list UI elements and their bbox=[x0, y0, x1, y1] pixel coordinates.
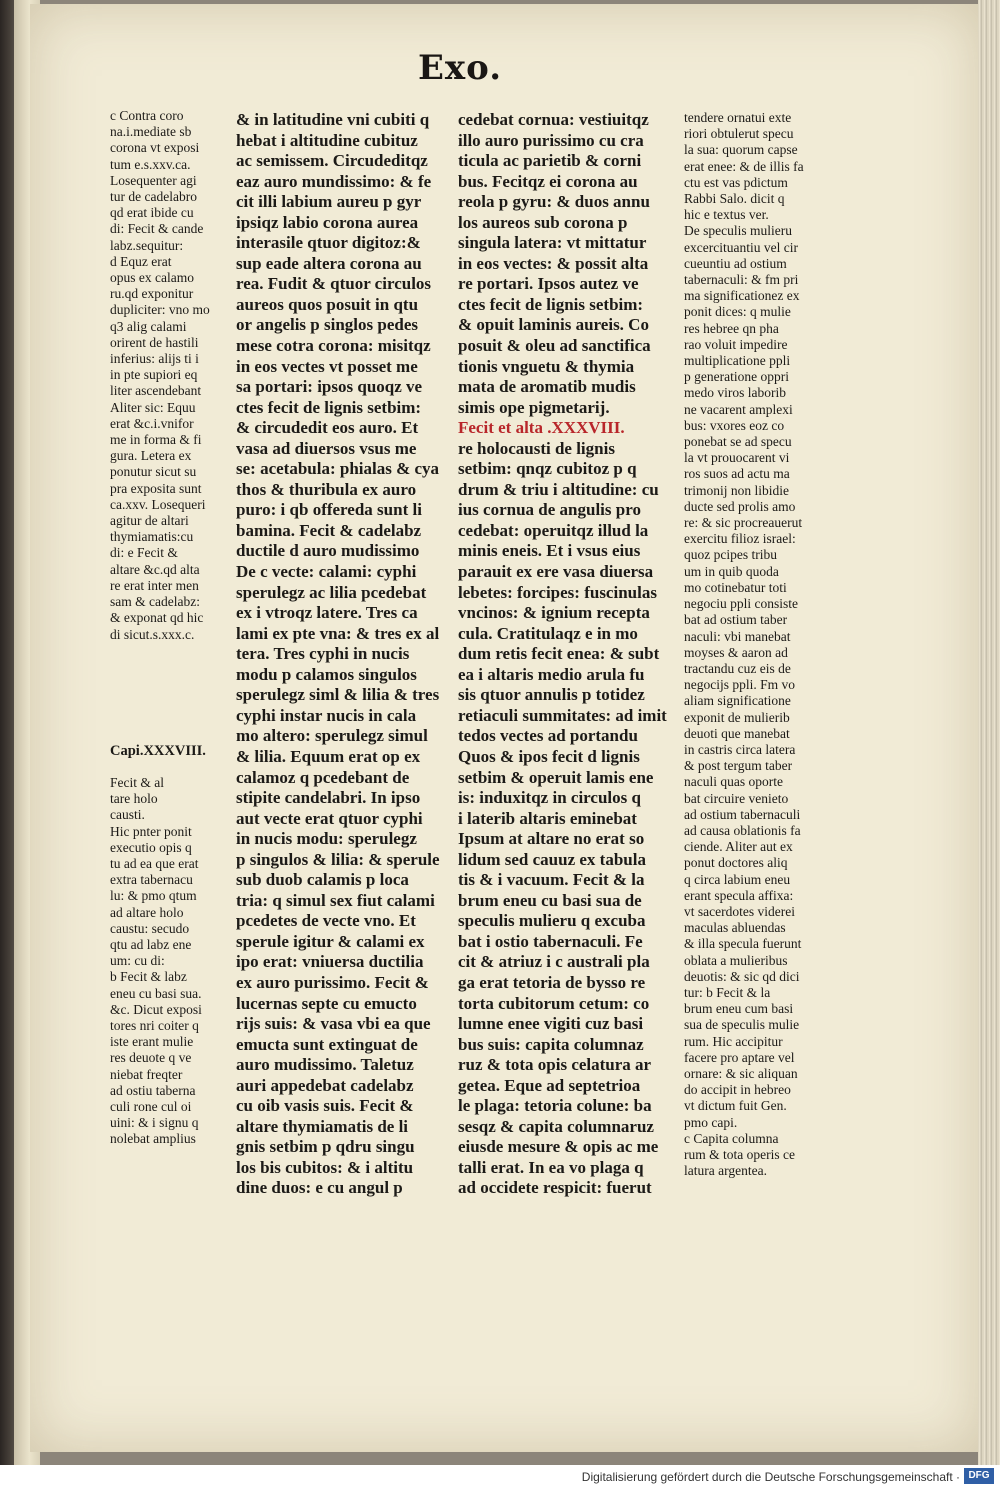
gloss-line: tores nri coiter q bbox=[110, 1017, 199, 1033]
gloss-line: inferius: alijs ti i bbox=[110, 351, 199, 367]
text-line: modu p calamos singulos bbox=[236, 664, 417, 684]
text-line: se: acetabula: phialas & cya bbox=[236, 459, 440, 479]
text-line: auro mudissimo. Taletuz bbox=[236, 1055, 414, 1075]
gloss-line: pmo capi. bbox=[684, 1114, 738, 1130]
text-line: tis & i vacuum. Fecit & la bbox=[458, 870, 645, 890]
gloss-line: in pte supiori eq bbox=[110, 367, 198, 383]
gloss-line: latura argentea. bbox=[684, 1163, 767, 1179]
gloss-line: in castris circa latera bbox=[684, 741, 796, 757]
text-line: hebat i altitudine cubituz bbox=[236, 130, 418, 150]
text-line: los aureos sub corona p bbox=[458, 212, 628, 232]
text-line: getea. Eque ad septetrioa bbox=[458, 1075, 641, 1095]
text-line: De c vecte: calami: cyphi bbox=[236, 562, 417, 582]
text-line: in eos vectes: & possit alta bbox=[458, 253, 649, 273]
gloss-line: hic e textus ver. bbox=[684, 207, 769, 223]
gloss-line: bat ad ostium taber bbox=[684, 612, 788, 628]
gloss-line: p generatione oppri bbox=[684, 369, 789, 385]
gloss-line: ne vacarent amplexi bbox=[684, 401, 793, 417]
gloss-line: liter ascendebant bbox=[110, 383, 202, 399]
gloss-line: la vt prouocarent vi bbox=[684, 450, 790, 466]
text-line: ea i altaris medio arula fu bbox=[458, 664, 645, 684]
gloss-column-left bbox=[110, 108, 220, 1148]
gloss-line: tare holo bbox=[110, 791, 158, 807]
gloss-line: di sicut.s.xxx.c. bbox=[110, 626, 195, 642]
gloss-line: erant specula affixa: bbox=[684, 887, 794, 903]
gloss-line: labz.sequitur: bbox=[110, 237, 184, 253]
gloss-line: q circa labium eneu bbox=[684, 871, 791, 887]
gloss-line: brum eneu cum basi bbox=[684, 1001, 794, 1017]
text-line: pcedetes de vecte vno. Et bbox=[236, 911, 416, 931]
text-line: sis qtuor annulis p totidez bbox=[458, 685, 645, 705]
text-line: ga erat tetoria de bysso re bbox=[458, 972, 646, 992]
gloss-line: ad ostiu taberna bbox=[110, 1082, 196, 1098]
text-line: simis ope pigmetarij. bbox=[458, 397, 610, 417]
text-line: le plaga: tetoria colune: ba bbox=[458, 1096, 652, 1116]
text-line: dum retis fecit enea: & subt bbox=[458, 644, 660, 664]
text-line: i laterib altaris eminebat bbox=[458, 808, 637, 828]
gloss-line: extra tabernacu bbox=[110, 872, 193, 888]
text-line: re holocausti de lignis bbox=[458, 438, 615, 458]
gloss-line: na.i.mediate sb bbox=[110, 124, 192, 140]
gloss-line: negocijs ppli. Fm vo bbox=[684, 677, 795, 693]
gloss-line: qtu ad labz ene bbox=[110, 936, 192, 952]
text-line: calamoz q pcedebant de bbox=[236, 767, 410, 787]
gloss-line: nolebat amplius bbox=[110, 1131, 196, 1147]
text-line: illo auro purissimo cu cra bbox=[458, 130, 644, 150]
text-line: cedebat: operuitqz illud la bbox=[458, 520, 649, 540]
gloss-line: ducte sed prolis amo bbox=[684, 498, 796, 514]
gloss-line: Hic pnter ponit bbox=[110, 823, 192, 839]
gloss-line: ornare: & sic aliquan bbox=[684, 1065, 798, 1081]
gloss-line: ru.qd exponitur bbox=[110, 286, 194, 302]
text-line: ipsiqz labio corona aurea bbox=[236, 212, 419, 232]
gloss-line: maculas abluendas bbox=[684, 920, 786, 936]
gloss-line: iste erant mulie bbox=[110, 1034, 194, 1050]
gloss-line: Rabbi Salo. dicit q bbox=[684, 191, 785, 207]
text-line: cit & atriuz i c australi pla bbox=[458, 952, 650, 972]
gloss-line: c Contra coro bbox=[110, 108, 184, 123]
gloss-line: sam & cadelabz: bbox=[110, 594, 200, 610]
gloss-line: Fecit & al bbox=[110, 774, 164, 790]
gloss-line: riori obtulerut specu bbox=[684, 126, 794, 142]
gloss-line: cueuntiu ad ostium bbox=[684, 255, 787, 271]
text-line: re portari. Ipsos autez ve bbox=[458, 274, 639, 294]
text-line: is: induxitqz in circulos q bbox=[458, 788, 641, 808]
text-line: sup eade altera corona au bbox=[236, 253, 422, 273]
text-line: tionis vnguetu & thymia bbox=[458, 356, 635, 376]
text-line: lami ex pte vna: & tres ex al bbox=[236, 623, 440, 643]
gloss-line: erat &c.i.vnifor bbox=[110, 415, 194, 431]
gloss-line: eneu cu basi sua. bbox=[110, 985, 202, 1001]
gloss-line: causti. bbox=[110, 807, 145, 823]
gloss-line: niebat freqter bbox=[110, 1066, 183, 1082]
gloss-line: facere pro aptare vel bbox=[684, 1049, 795, 1065]
text-line: parauit ex ere vasa diuersa bbox=[458, 562, 654, 582]
gloss-line: deuoti que manebat bbox=[684, 725, 790, 741]
text-line: thos & thuribula ex auro bbox=[236, 479, 417, 499]
text-line: mo altero: sperulegz simul bbox=[236, 726, 428, 746]
text-line: talli erat. In ea vo plaga q bbox=[458, 1157, 644, 1177]
gloss-line: lu: & pmo qtum bbox=[110, 888, 197, 904]
text-line: singula latera: vt mittatur bbox=[458, 233, 647, 253]
text-line: bamina. Fecit & cadelabz bbox=[236, 520, 422, 540]
gloss-line: ciende. Aliter aut ex bbox=[684, 839, 793, 855]
text-line: ctes fecit de lignis setbim: bbox=[458, 294, 644, 314]
gloss-line: uini: & i signu q bbox=[110, 1115, 199, 1131]
text-line: auri appedebat cadelabz bbox=[236, 1075, 414, 1095]
text-line: tedos vectes ad portandu bbox=[458, 726, 638, 746]
text-line: cit illi labium aureu p gyr bbox=[236, 192, 422, 212]
text-line: ductile d auro mudissimo bbox=[236, 541, 420, 561]
gloss-line: um: cu di: bbox=[110, 953, 165, 969]
text-line: lumne enee vigiti cuz basi bbox=[458, 1014, 644, 1034]
digitization-credit: Digitalisierung gefördert durch die Deutsche Forschungsgemeinschaft · bbox=[581, 1470, 960, 1484]
gloss-line: caustu: secudo bbox=[110, 920, 190, 936]
gloss-line: ctu est vas pdictum bbox=[684, 174, 788, 190]
text-line: rea. Fudit & qtuor circulos bbox=[236, 274, 432, 294]
text-line: setbim: qnqz cubitoz p q bbox=[458, 459, 637, 479]
main-text-column-1 bbox=[236, 110, 441, 1199]
gloss-line: c Capita columna bbox=[684, 1130, 779, 1146]
gloss-line: tu ad ea que erat bbox=[110, 855, 199, 871]
text-line: rijs suis: & vasa vbi ea que bbox=[236, 1014, 431, 1034]
gloss-line: vt dictum fuit Gen. bbox=[684, 1098, 787, 1114]
gloss-line: De speculis mulieru bbox=[684, 223, 792, 239]
gloss-line: exponit de mulierib bbox=[684, 709, 790, 725]
text-line: minis eneis. Et i vsus eius bbox=[458, 541, 641, 561]
text-line: altare thymiamatis de li bbox=[236, 1116, 409, 1136]
gloss-line: dupliciter: vno mo bbox=[110, 302, 210, 318]
gloss-line: tendere ornatui exte bbox=[684, 110, 792, 125]
gloss-line: b Fecit & labz bbox=[110, 969, 187, 985]
gloss-line: multiplicatione ppli bbox=[684, 353, 791, 369]
gloss-line: ad causa oblationis fa bbox=[684, 822, 801, 838]
text-line: mese cotra corona: misitqz bbox=[236, 336, 431, 356]
gloss-line: Aliter sic: Equu bbox=[110, 399, 196, 415]
text-line: tera. Tres cyphi in nucis bbox=[236, 644, 410, 664]
text-line: Quos & ipos fecit d lignis bbox=[458, 746, 640, 766]
gloss-line: d Equz erat bbox=[110, 253, 172, 269]
page-fore-edges bbox=[978, 0, 1000, 1465]
gloss-line: rum. Hic accipitur bbox=[684, 1033, 783, 1049]
gloss-line: um in quib quoda bbox=[684, 563, 779, 579]
gloss-line: oblata a mulieribus bbox=[684, 952, 788, 968]
gloss-line: tur: b Fecit & la bbox=[684, 984, 771, 1000]
gloss-line: me in forma & fi bbox=[110, 432, 202, 448]
gloss-left-block-b bbox=[110, 775, 220, 1148]
gloss-line: re: & sic procreauerut bbox=[684, 515, 803, 531]
running-title: Exo. bbox=[417, 48, 503, 88]
text-line: ius cornua de angulis pro bbox=[458, 500, 641, 520]
gloss-line: ponut doctores aliq bbox=[684, 855, 788, 871]
gloss-line: ad altare holo bbox=[110, 904, 184, 920]
gloss-line: &c. Dicut exposi bbox=[110, 1001, 202, 1017]
gloss-line: q3 alig calami bbox=[110, 318, 187, 334]
text-line: bat i ostio tabernaculi. Fe bbox=[458, 931, 643, 951]
text-line: & lilia. Equum erat op ex bbox=[236, 746, 421, 766]
text-line: p singulos & lilia: & sperule bbox=[236, 849, 440, 869]
text-line: in eos vectes vt posset me bbox=[236, 356, 418, 376]
gloss-line: ponutur sicut su bbox=[110, 464, 197, 480]
text-line: lucernas septe cu emucto bbox=[236, 993, 417, 1013]
text-line: sperulegz ac lilia pcedebat bbox=[236, 582, 427, 602]
gloss-line: ponebat se ad specu bbox=[684, 434, 792, 450]
gloss-line: executio opis q bbox=[110, 839, 192, 855]
gloss-line: Losequenter agi bbox=[110, 172, 197, 188]
text-line: posuit & oleu ad sanctifica bbox=[458, 336, 651, 356]
chapter-heading: Capi.XXXVIII. bbox=[110, 742, 206, 759]
gloss-line: vt sacerdotes viderei bbox=[684, 903, 795, 919]
text-line: lidum sed cauuz ex tabula bbox=[458, 849, 646, 869]
gloss-line: moyses & aaron ad bbox=[684, 644, 788, 660]
gloss-line: & illa specula fuerunt bbox=[684, 936, 802, 952]
text-line: los bis cubitos: & i altitu bbox=[236, 1157, 414, 1177]
text-line: sperulegz siml & lilia & tres bbox=[236, 685, 440, 705]
gloss-line: aliam significatione bbox=[684, 693, 791, 709]
gloss-line: ad ostium tabernaculi bbox=[684, 806, 801, 822]
text-line: ipo erat: vniuersa ductilia bbox=[236, 952, 424, 972]
text-line: ticula ac parietib & corni bbox=[458, 151, 642, 171]
gloss-line: tur de cadelabro bbox=[110, 189, 197, 205]
text-line: ad occidete respicit: fuerut bbox=[458, 1178, 652, 1198]
gloss-line: sua de speculis mulie bbox=[684, 1017, 800, 1033]
gloss-line: naculi: vbi manebat bbox=[684, 628, 791, 644]
text-line: & circudedit eos auro. Et bbox=[236, 418, 419, 438]
text-line: stipite candelabri. In ipso bbox=[236, 788, 421, 808]
gloss-line: mo cotinebatur toti bbox=[684, 579, 787, 595]
gloss-line: & post tergum taber bbox=[684, 758, 793, 774]
text-line: gnis setbim p qdru singu bbox=[236, 1137, 415, 1157]
text-line: dine duos: e cu angul p bbox=[236, 1178, 403, 1198]
text-line: ctes fecit de lignis setbim: bbox=[236, 397, 422, 417]
gloss-line: ma significationez ex bbox=[684, 288, 800, 304]
gloss-line: di: e Fecit & bbox=[110, 545, 178, 561]
gloss-line: deuotis: & sic qd dici bbox=[684, 968, 800, 984]
text-line: lebetes: forcipes: fuscinulas bbox=[458, 582, 657, 602]
gloss-line: & exponat qd hic bbox=[110, 610, 204, 626]
gloss-line: excercituantiu vel cir bbox=[684, 239, 798, 255]
gloss-line: gura. Letera ex bbox=[110, 448, 192, 464]
gloss-line: tractandu cuz eis de bbox=[684, 660, 791, 676]
text-line: sub duob calamis p loca bbox=[236, 870, 409, 890]
gloss-line: bus: vxores eoz co bbox=[684, 417, 785, 433]
gloss-line: opus ex calamo bbox=[110, 270, 194, 286]
gloss-line: corona vt exposi bbox=[110, 140, 200, 156]
gloss-line: agitur de altari bbox=[110, 513, 189, 529]
text-line: vasa ad diuersos vsus me bbox=[236, 438, 417, 458]
text-line: drum & triu i altitudine: cu bbox=[458, 479, 659, 499]
text-line: Ipsum at altare no erat so bbox=[458, 829, 645, 849]
gloss-line: di: Fecit & cande bbox=[110, 221, 204, 237]
text-line: puro: i qb offereda sunt li bbox=[236, 500, 422, 520]
gloss-line: medo viros laborib bbox=[684, 385, 786, 401]
text-line: mata de aromatib mudis bbox=[458, 377, 636, 397]
gloss-line: exercitu filioz israel: bbox=[684, 531, 796, 547]
gloss-left-block-b-wrap bbox=[110, 743, 220, 1148]
gloss-line: quoz pcipes tribu bbox=[684, 547, 777, 563]
text-line: Fecit et alta .XXXVIII. bbox=[458, 418, 625, 438]
text-line: setbim & operuit lamis ene bbox=[458, 767, 654, 787]
text-line: retiaculi summitates: ad imit bbox=[458, 705, 667, 725]
gloss-line: res hebree qn pha bbox=[684, 320, 779, 336]
gloss-line: erat enee: & de illis fa bbox=[684, 158, 804, 174]
gloss-line: orirent de hastili bbox=[110, 334, 199, 350]
text-line: vncinos: & ignium recepta bbox=[458, 603, 650, 623]
text-line: sperule igitur & calami ex bbox=[236, 931, 425, 951]
text-line: ruz & tota opis celatura ar bbox=[458, 1055, 652, 1075]
gloss-line: ca.xxv. Losequeri bbox=[110, 496, 206, 512]
main-text-column-2 bbox=[458, 110, 668, 1199]
gloss-line: culi rone cul oi bbox=[110, 1098, 192, 1114]
text-line: ex auro purissimo. Fecit & bbox=[236, 972, 429, 992]
gloss-line: do accipit in hebreo bbox=[684, 1082, 791, 1098]
gloss-line: pra exposita sunt bbox=[110, 480, 202, 496]
text-line: interasile qtuor digitoz:& bbox=[236, 233, 421, 253]
text-line: bus. Fecitqz ei corona au bbox=[458, 171, 638, 191]
gloss-line: tabernaculi: & fm pri bbox=[684, 272, 799, 288]
gloss-line: trimonij non libidie bbox=[684, 482, 789, 498]
gloss-line: thymiamatis:cu bbox=[110, 529, 194, 545]
text-line: speculis mulieru q excuba bbox=[458, 911, 646, 931]
gloss-line: bat circuire venieto bbox=[684, 790, 789, 806]
text-line: eaz auro mundissimo: & fe bbox=[236, 171, 432, 191]
gloss-left-block-a bbox=[110, 108, 220, 643]
gloss-line: negociu ppli consiste bbox=[684, 596, 798, 612]
text-line: ex i vtroqz latere. Tres ca bbox=[236, 603, 418, 623]
text-line: cyphi instar nucis in cala bbox=[236, 705, 417, 725]
text-line: & opuit laminis aureis. Co bbox=[458, 315, 649, 335]
text-line: torta cubitorum cetum: co bbox=[458, 993, 650, 1013]
text-line: tria: q simul sex fiut calami bbox=[236, 890, 435, 910]
text-line: eiusde mesure & opis ac me bbox=[458, 1137, 659, 1157]
gloss-line: qd erat ibide cu bbox=[110, 205, 194, 221]
text-line: reola p gyru: & duos annu bbox=[458, 192, 650, 212]
gloss-line: altare &c.qd alta bbox=[110, 561, 200, 577]
text-line: in nucis modu: sperulegz bbox=[236, 829, 417, 849]
gloss-line: ponit dices: q mulie bbox=[684, 304, 791, 320]
text-line: bus suis: capita columnaz bbox=[458, 1034, 644, 1054]
gloss-line: re erat inter men bbox=[110, 577, 199, 593]
gloss-line: ros suos ad actu ma bbox=[684, 466, 790, 482]
gloss-column-right bbox=[684, 110, 819, 1179]
gloss-line: naculi quas oporte bbox=[684, 774, 783, 790]
text-line: emucta sunt extinguat de bbox=[236, 1034, 418, 1054]
text-line: or angelis p singlos pedes bbox=[236, 315, 419, 335]
text-line: cedebat cornua: vestiuitqz bbox=[458, 110, 649, 129]
text-line: brum eneu cu basi sua de bbox=[458, 890, 642, 910]
text-line: cula. Cratitulaqz e in mo bbox=[458, 623, 638, 643]
text-line: sesqz & capita columnaruz bbox=[458, 1116, 654, 1136]
gloss-line: tum e.s.xxv.ca. bbox=[110, 156, 191, 172]
text-line: sa portari: ipsos quoqz ve bbox=[236, 377, 423, 397]
text-line: & in latitudine vni cubiti q bbox=[236, 110, 430, 129]
gloss-line: res deuote q ve bbox=[110, 1050, 192, 1066]
text-line: aureos quos posuit in qtu bbox=[236, 294, 419, 314]
text-line: ac semissem. Circudeditqz bbox=[236, 151, 428, 171]
gloss-line: la sua: quorum capse bbox=[684, 142, 798, 158]
text-line: aut vecte erat qtuor cyphi bbox=[236, 808, 423, 828]
text-line: cu oib vasis suis. Fecit & bbox=[236, 1096, 414, 1116]
gloss-line: rum & tota operis ce bbox=[684, 1147, 795, 1162]
gloss-line: rao voluit impedire bbox=[684, 336, 788, 352]
dfg-logo: DFG bbox=[964, 1468, 994, 1484]
